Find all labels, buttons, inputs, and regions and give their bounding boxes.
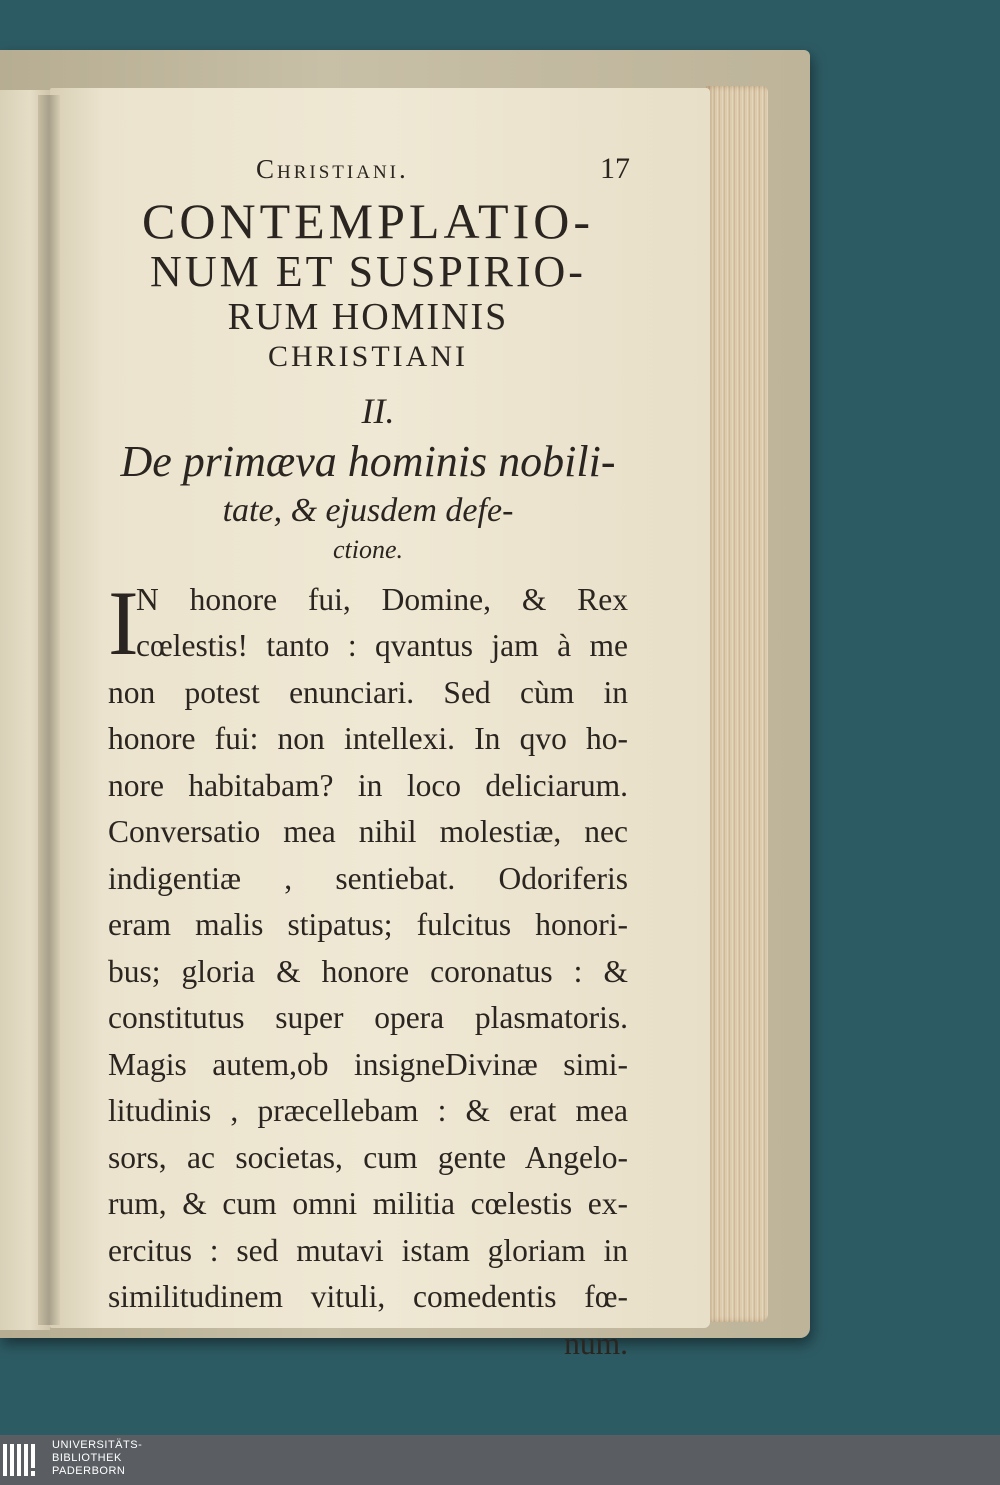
library-name-line-1: UNIVERSITÄTS-: [52, 1439, 143, 1451]
subtitle-line-2: tate, & ejusdem defe-: [222, 491, 514, 529]
heading-line-2: NUM ET SUSPIRIO-: [150, 247, 586, 296]
body-line: honore fui: non intellexi. In qvo ho-: [108, 721, 628, 757]
heading-line-3: RUM HOMINIS: [227, 296, 509, 338]
library-name-line-3: PADERBORN: [52, 1465, 126, 1477]
section-number: II.: [361, 391, 395, 431]
body-line: rum, & cum omni militia cœlestis ex-: [108, 1186, 628, 1222]
body-line: eram malis stipatus; fulcitus honori-: [108, 907, 628, 943]
body-paragraph: [108, 571, 628, 1368]
body-line: similitudinem vituli, comedentis fœ-: [108, 1279, 628, 1315]
body-line: bus; gloria & honore coronatus : &: [108, 953, 628, 989]
body-line: sors, ac societas, cum gente Angelo-: [108, 1139, 628, 1175]
body-line: indigentiæ , sentiebat. Odoriferis: [108, 860, 628, 896]
subtitle-line-1: De primæva hominis nobili-: [120, 437, 616, 486]
footer-bar: [0, 1435, 1000, 1485]
university-library-logo-icon: [3, 1442, 43, 1478]
page-text-block: [108, 148, 628, 1367]
book-gutter: [38, 95, 60, 1325]
body-line: ercitus : sed mutavi istam gloriam in: [108, 1232, 628, 1268]
heading-line-4: CHRISTIANI: [268, 340, 468, 373]
body-line: constitutus super opera plasmatoris.: [108, 1000, 628, 1036]
running-head-title: Christiani.: [256, 154, 409, 184]
body-line: non potest enunciari. Sed cùm in: [108, 674, 628, 710]
library-name: [52, 1439, 142, 1478]
body-line: litudinis , præcellebam : & erat mea: [108, 1093, 628, 1129]
library-name-line-2: BIBLIOTHEK: [52, 1452, 122, 1464]
body-line: nore habitabam? in loco deliciarum.: [108, 767, 628, 803]
body-line: cœlestis! tanto : qvantus jam à me: [136, 628, 628, 664]
page-number: 17: [600, 152, 630, 185]
heading-line-1: CONTEMPLATIO-: [142, 193, 594, 249]
body-line: Magis autem,ob insigneDivinæ simi-: [108, 1046, 628, 1082]
page-fore-edge: [706, 86, 768, 1322]
body-line: Conversatio mea nihil molestiæ, nec: [108, 814, 628, 850]
body-line: N honore fui, Domine, & Rex: [136, 581, 628, 617]
drop-cap-initial: I: [108, 571, 139, 674]
body-line-catchword: num.: [564, 1325, 628, 1361]
subtitle-line-3: ctione.: [332, 534, 404, 564]
running-head: [108, 148, 628, 192]
